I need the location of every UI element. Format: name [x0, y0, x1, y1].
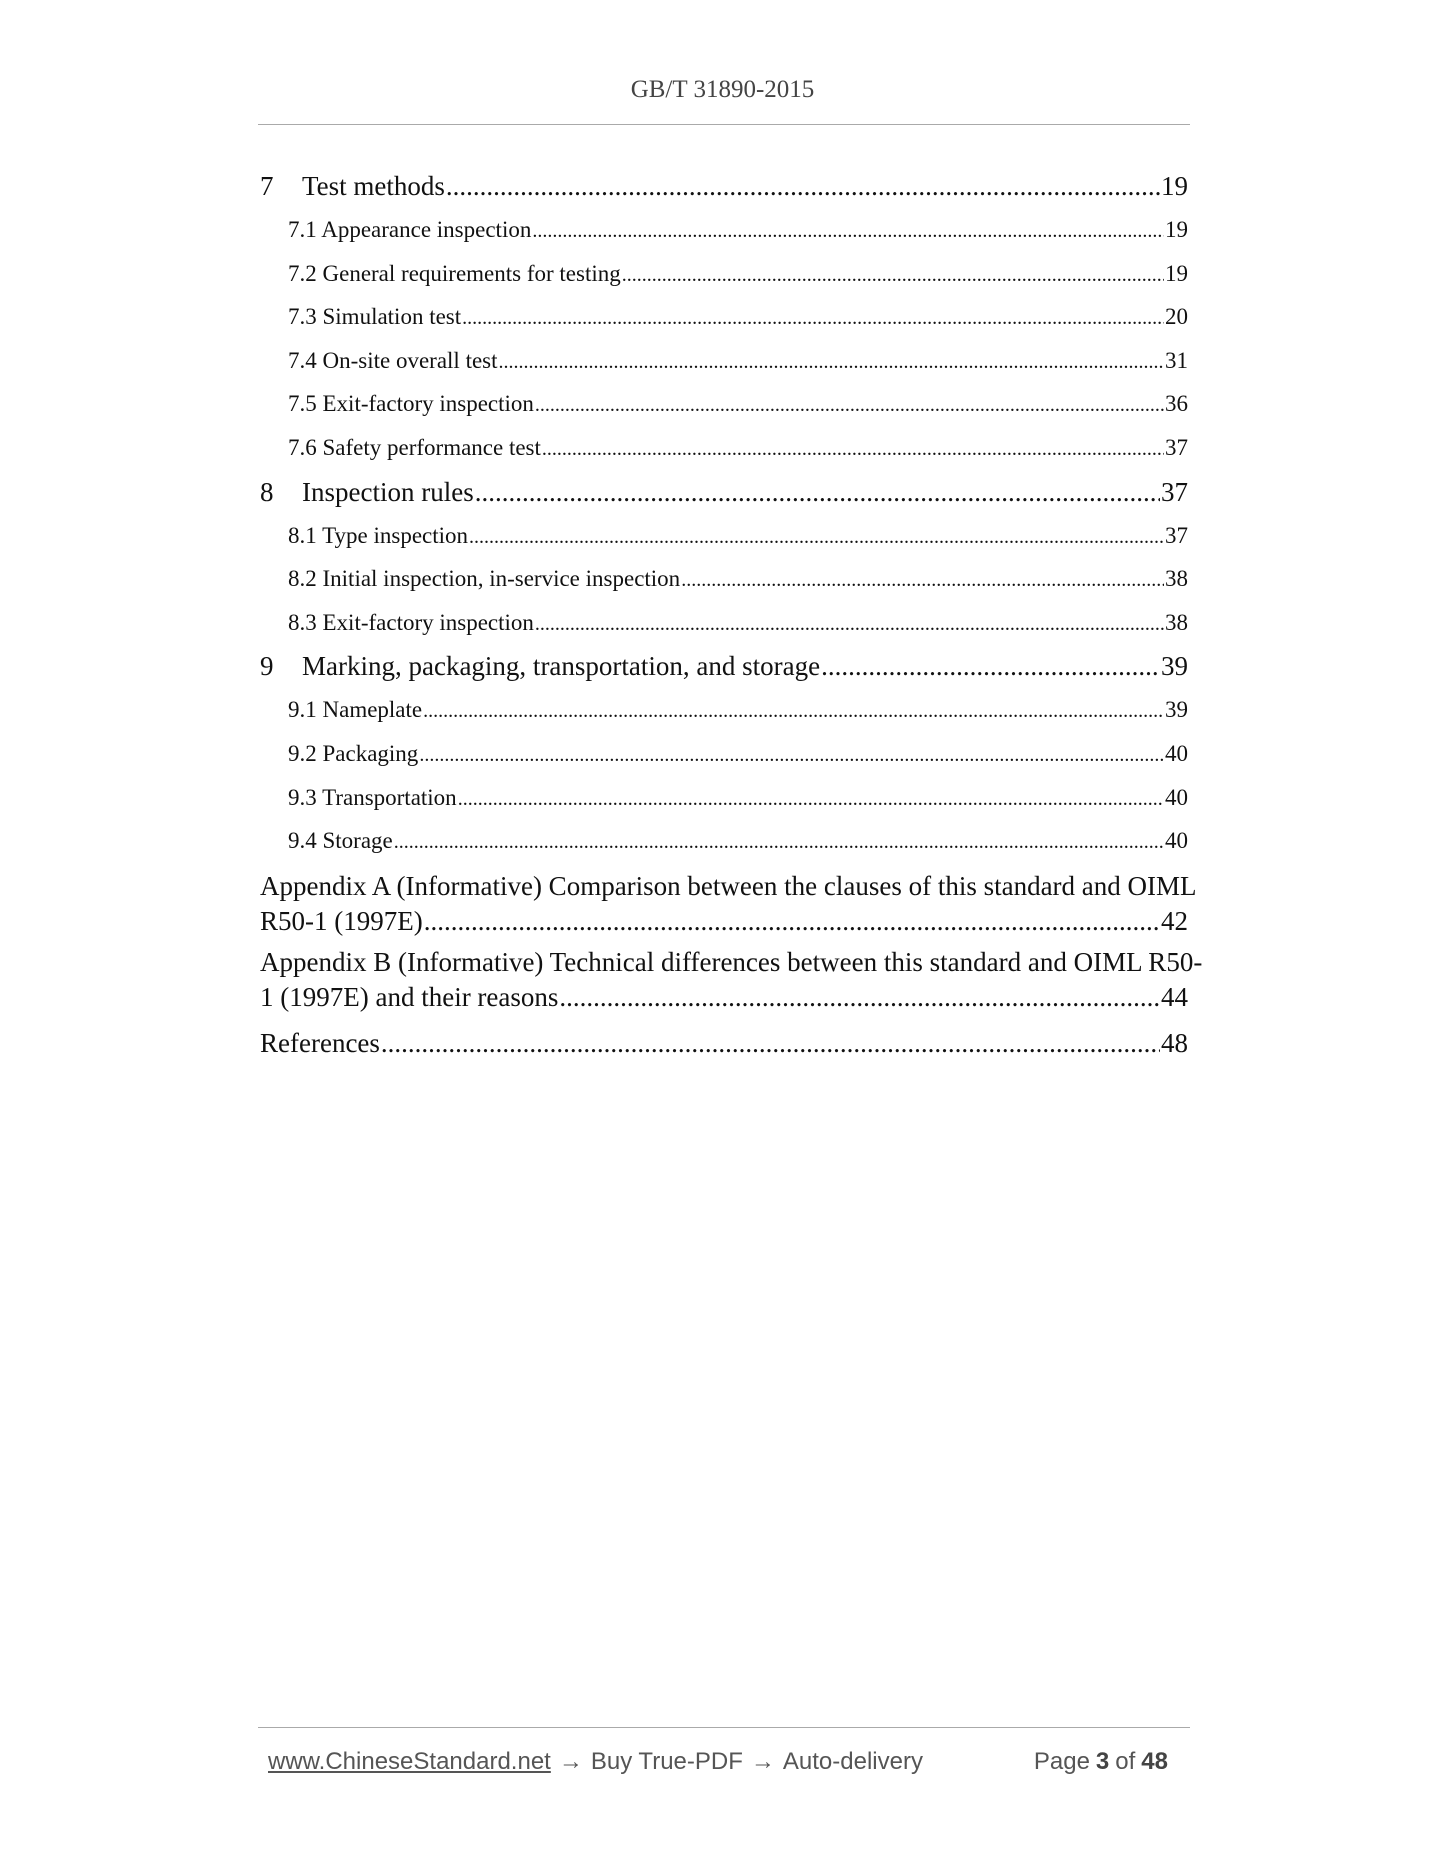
- toc-leader-dots: [381, 1021, 1160, 1065]
- toc-entry[interactable]: [260, 382, 1188, 426]
- toc-entry[interactable]: [260, 819, 1188, 863]
- toc-page-number: 48: [1161, 1027, 1188, 1058]
- toc-entry-label: 9 Marking, packaging, transportation, and storage: [260, 651, 821, 682]
- toc-entry-label: 9.3 Transportation: [288, 784, 457, 810]
- toc-leader-dots: [535, 384, 1164, 428]
- toc-page-number: 31: [1165, 347, 1188, 373]
- page-footer: [268, 1744, 1180, 1780]
- toc-page-number: 37: [1165, 434, 1188, 460]
- toc-page-number: 38: [1165, 609, 1188, 635]
- toc-page-number: 42: [1161, 905, 1188, 936]
- page-header: GB/T 31890-2015: [630, 76, 815, 103]
- toc-leader-dots: [419, 734, 1164, 778]
- toc-page-number: 19: [1165, 260, 1188, 286]
- toc-leader-dots: [532, 210, 1164, 254]
- toc-page-number: 39: [1165, 697, 1188, 723]
- toc-page-number: 19: [1165, 217, 1188, 242]
- toc-page-number: 40: [1165, 828, 1188, 854]
- footer-divider: [258, 1727, 1190, 1728]
- toc-entry[interactable]: [260, 644, 1188, 688]
- toc-entry-label: 8.1 Type inspection: [288, 522, 469, 548]
- header-divider: [258, 124, 1190, 125]
- toc-leader-dots: [559, 980, 1160, 1015]
- toc-entry[interactable]: [260, 776, 1188, 820]
- toc-leader-dots: [499, 341, 1164, 385]
- toc-entry-label: 9.4 Storage: [288, 828, 393, 854]
- toc-leader-dots: [469, 516, 1164, 560]
- toc-entry-label: 7.3 Simulation test: [288, 304, 462, 330]
- toc-entry-label: 7.5 Exit-factory inspection: [288, 391, 534, 417]
- toc-leader-dots: [681, 559, 1164, 603]
- table-of-contents: [260, 164, 1203, 1065]
- toc-entry[interactable]: [260, 601, 1188, 645]
- website-link[interactable]: www.ChineseStandard.net: [268, 1748, 551, 1775]
- toc-leader-dots: [821, 644, 1160, 688]
- toc-entry-label-continued: R50-1 (1997E): [260, 905, 423, 936]
- toc-entry-label: 7.4 On-site overall test: [288, 347, 498, 373]
- toc-entry-label: 7.6 Safety performance test: [288, 434, 541, 460]
- toc-leader-dots: [622, 254, 1164, 298]
- toc-entry[interactable]: [260, 557, 1188, 601]
- toc-page-number: 40: [1165, 784, 1188, 810]
- toc-entry-label: Appendix B (Informative) Technical differences between this standard and OIML R50-: [260, 946, 1203, 977]
- toc-entry[interactable]: [260, 470, 1188, 514]
- toc-page-number: 36: [1165, 391, 1188, 417]
- toc-entry-label: 9.2 Packaging: [288, 740, 419, 766]
- toc-entry-label: 8 Inspection rules: [260, 476, 474, 507]
- arrow-right-icon: →: [558, 1748, 583, 1775]
- toc-entry-label: 8.3 Exit-factory inspection: [288, 609, 534, 635]
- toc-entry-label: References: [260, 1027, 380, 1058]
- toc-entry[interactable]: [260, 295, 1188, 339]
- toc-appendix-b[interactable]: [260, 945, 1203, 1015]
- toc-entry[interactable]: [260, 208, 1188, 252]
- arrow-right-icon: →: [750, 1748, 775, 1775]
- toc-leader-dots: [542, 428, 1164, 472]
- toc-leader-dots: [446, 164, 1160, 208]
- toc-page-number: 19: [1161, 171, 1188, 201]
- toc-page-number: 20: [1165, 304, 1188, 330]
- toc-entry-label: 7.2 General requirements for testing: [288, 260, 621, 286]
- toc-entry[interactable]: [260, 426, 1188, 470]
- toc-entry-label: 7 Test methods: [260, 171, 445, 201]
- toc-entry-label: 7.1 Appearance inspection: [288, 217, 532, 242]
- toc-entry[interactable]: [260, 732, 1188, 776]
- toc-entry[interactable]: [260, 688, 1188, 732]
- toc-appendix-a[interactable]: [260, 869, 1197, 939]
- toc-entry-label: 9.1 Nameplate: [288, 697, 423, 723]
- toc-page-number: 40: [1165, 740, 1188, 766]
- toc-page-number: 37: [1161, 476, 1188, 507]
- page-word: Page: [1033, 1748, 1090, 1775]
- toc-page-number: 38: [1165, 566, 1188, 592]
- toc-entry-label: Appendix A (Informative) Comparison between the clauses of this standard and OIML: [260, 870, 1197, 901]
- toc-entry[interactable]: [260, 514, 1188, 558]
- toc-page-number: 39: [1161, 651, 1188, 682]
- toc-leader-dots: [535, 603, 1164, 647]
- toc-leader-dots: [394, 821, 1164, 865]
- toc-entry[interactable]: [260, 339, 1188, 383]
- toc-leader-dots: [458, 778, 1164, 822]
- toc-entry[interactable]: [260, 252, 1188, 296]
- buy-pdf-text: Buy True-PDF: [590, 1748, 743, 1775]
- toc-leader-dots: [423, 690, 1164, 734]
- total-pages: 48: [1141, 1748, 1168, 1775]
- toc-entry-label: 8.2 Initial inspection, in-service inspection: [288, 566, 681, 592]
- toc-references[interactable]: [260, 1021, 1188, 1065]
- toc-page-number: 44: [1161, 981, 1188, 1012]
- toc-leader-dots: [462, 297, 1164, 341]
- current-page: 3: [1095, 1748, 1110, 1775]
- toc-entry-label-continued: 1 (1997E) and their reasons: [260, 981, 559, 1012]
- toc-leader-dots: [424, 904, 1160, 939]
- of-word: of: [1115, 1748, 1136, 1775]
- toc-leader-dots: [475, 470, 1160, 514]
- toc-page-number: 37: [1165, 522, 1188, 548]
- toc-entry[interactable]: [260, 164, 1188, 208]
- page-indicator: [1034, 1748, 1180, 1776]
- auto-delivery-text: Auto-delivery: [782, 1748, 923, 1775]
